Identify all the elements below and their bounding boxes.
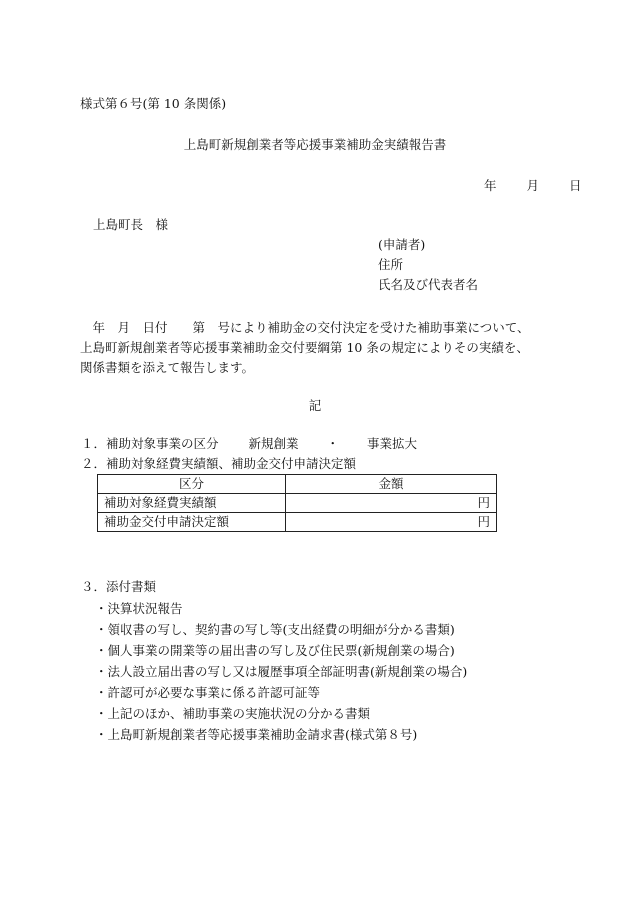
date-day-label: 日 — [568, 178, 582, 193]
header-category: 区分 — [98, 475, 286, 494]
list-item: ・個人事業の開業等の届出書の写し及び住民票(新規創業の場合) — [95, 643, 455, 658]
date-line — [484, 177, 581, 195]
date-month-label: 月 — [526, 178, 539, 193]
table-row — [98, 494, 497, 513]
body-line: 年 月 日付 第 号により補助金の交付決定を受けた補助事業について、 — [80, 320, 530, 335]
header-amount: 金額 — [286, 475, 497, 494]
list-item: ・上記のほか、補助事業の実施状況の分かる書類 — [95, 706, 371, 721]
attachment-list — [95, 598, 467, 745]
applicant-block — [378, 235, 478, 295]
section-3-label: ３．添付書類 — [81, 579, 157, 594]
section-1-label: １．補助対象事業の区分 — [81, 436, 219, 451]
list-item: ・領収書の写し、契約書の写し等(支出経費の明細が分かる書類) — [95, 622, 455, 637]
list-item: ・法人設立届出書の写し又は履歴事項全部証明書(新規創業の場合) — [95, 664, 468, 679]
table-row — [98, 513, 497, 532]
applicant-name-label: 氏名及び代表者名 — [378, 277, 479, 292]
amounts-table — [97, 474, 497, 532]
applicant-address-label: 住所 — [378, 257, 404, 272]
row-label: 補助金交付申請決定額 — [98, 513, 286, 532]
body-paragraph — [80, 318, 560, 378]
option-new-business: 新規創業 — [248, 436, 299, 451]
row-label: 補助対象経費実績額 — [98, 494, 286, 513]
list-item: ・許認可が必要な事業に係る許認可証等 — [95, 685, 321, 700]
form-number: 様式第６号(第 10 条関係) — [80, 96, 227, 111]
table-header-row — [98, 475, 497, 494]
option-separator: ・ — [326, 436, 339, 451]
applicant-heading: (申請者) — [378, 237, 426, 252]
section-1 — [81, 435, 417, 453]
body-line: 上島町新規創業者等応援事業補助金交付要綱第 10 条の規定によりその実績を、 — [80, 340, 529, 355]
list-item: ・上島町新規創業者等応援事業補助金請求書(様式第８号) — [95, 727, 418, 742]
date-year-label: 年 — [484, 178, 497, 193]
option-business-expansion: 事業拡大 — [366, 436, 417, 451]
list-item: ・決算状況報告 — [95, 601, 183, 616]
body-line: 関係書類を添えて報告します。 — [80, 360, 255, 375]
amount-cell[interactable]: 円 — [286, 494, 497, 513]
section-2-label: ２．補助対象経費実績額、補助金交付申請決定額 — [81, 456, 357, 471]
amount-cell[interactable]: 円 — [286, 513, 497, 532]
ki-heading: 記 — [308, 398, 322, 413]
addressee: 上島町長 様 — [93, 217, 169, 232]
document-title: 上島町新規創業者等応援事業補助金実績報告書 — [183, 137, 447, 152]
